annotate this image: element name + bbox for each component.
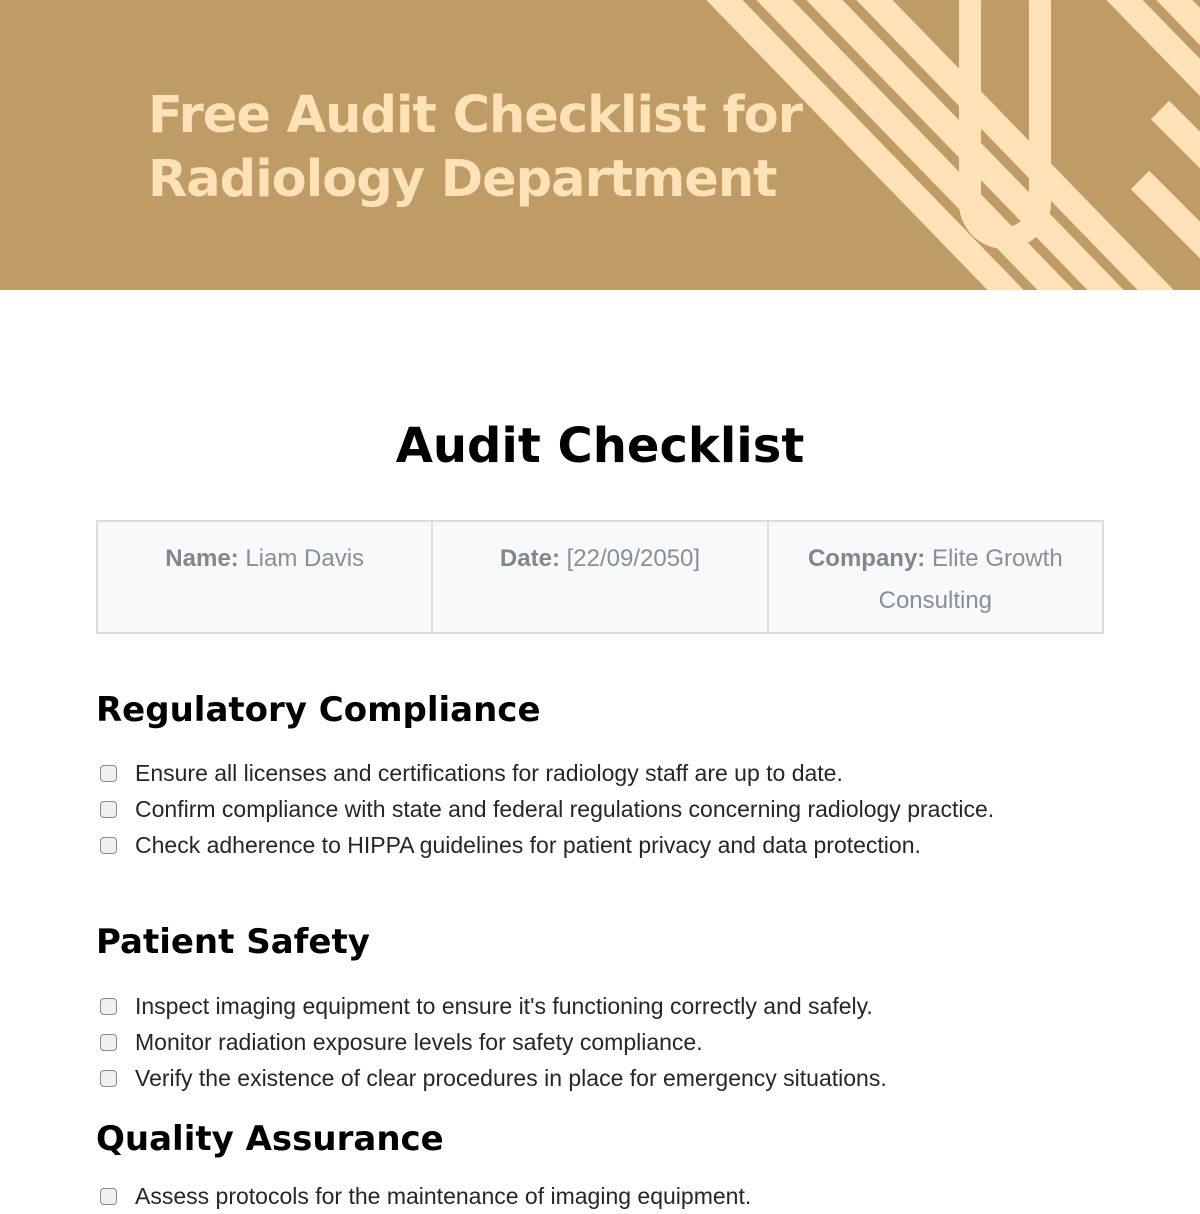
checkbox[interactable]: [100, 998, 117, 1015]
checklist-item-text: Assess protocols for the maintenance of imaging equipment.: [135, 1182, 752, 1209]
banner-title-line1: Free Audit Checklist for: [148, 86, 802, 145]
header-banner: [0, 0, 1200, 290]
checkbox[interactable]: [100, 1070, 117, 1087]
checkbox[interactable]: [100, 801, 117, 818]
section-heading-regulatory-compliance: Regulatory Compliance: [96, 690, 541, 730]
section-heading-quality-assurance: Quality Assurance: [96, 1119, 444, 1159]
company-cell: [768, 521, 1103, 633]
checklist-item-text: Confirm compliance with state and federal regulations concerning radiology practice.: [135, 795, 995, 822]
name-label: Name:: [165, 545, 239, 572]
checklist-item[interactable]: [100, 791, 994, 827]
checklist-quality-assurance: [100, 1178, 751, 1214]
checklist-regulatory-compliance: [100, 755, 994, 863]
checklist-item-text: Ensure all licenses and certifications for radiology staff are up to date.: [135, 759, 843, 786]
checkbox[interactable]: [100, 1034, 117, 1051]
date-value: [22/09/2050]: [566, 545, 701, 572]
section-heading-patient-safety: Patient Safety: [96, 922, 370, 962]
checklist-item[interactable]: [100, 755, 994, 791]
checklist-item-text: Verify the existence of clear procedures in place for emergency situations.: [135, 1064, 887, 1091]
checklist-item-text: Inspect imaging equipment to ensure it's functioning correctly and safely.: [135, 992, 873, 1019]
checklist-item[interactable]: [100, 827, 994, 863]
checklist-item[interactable]: [100, 1060, 887, 1096]
checklist-patient-safety: [100, 988, 887, 1096]
company-value: Elite Growth Consulting: [878, 545, 1063, 614]
checkbox[interactable]: [100, 765, 117, 782]
checkbox[interactable]: [100, 1188, 117, 1205]
document-title: Audit Checklist: [395, 418, 805, 474]
date-cell: [432, 521, 767, 633]
checklist-item[interactable]: [100, 1024, 887, 1060]
checklist-item[interactable]: [100, 1178, 751, 1214]
checkbox[interactable]: [100, 837, 117, 854]
company-label: Company:: [807, 545, 926, 572]
name-value: Liam Davis: [245, 545, 365, 572]
name-cell: [97, 521, 432, 633]
banner-title-line2: Radiology Department: [148, 150, 777, 209]
checklist-item-text: Check adherence to HIPPA guidelines for patient privacy and data protection.: [135, 831, 921, 858]
info-table: [96, 520, 1104, 634]
date-label: Date:: [499, 545, 560, 572]
banner-title: [148, 84, 802, 212]
checklist-item-text: Monitor radiation exposure levels for safety compliance.: [135, 1028, 703, 1055]
checklist-item[interactable]: [100, 988, 887, 1024]
